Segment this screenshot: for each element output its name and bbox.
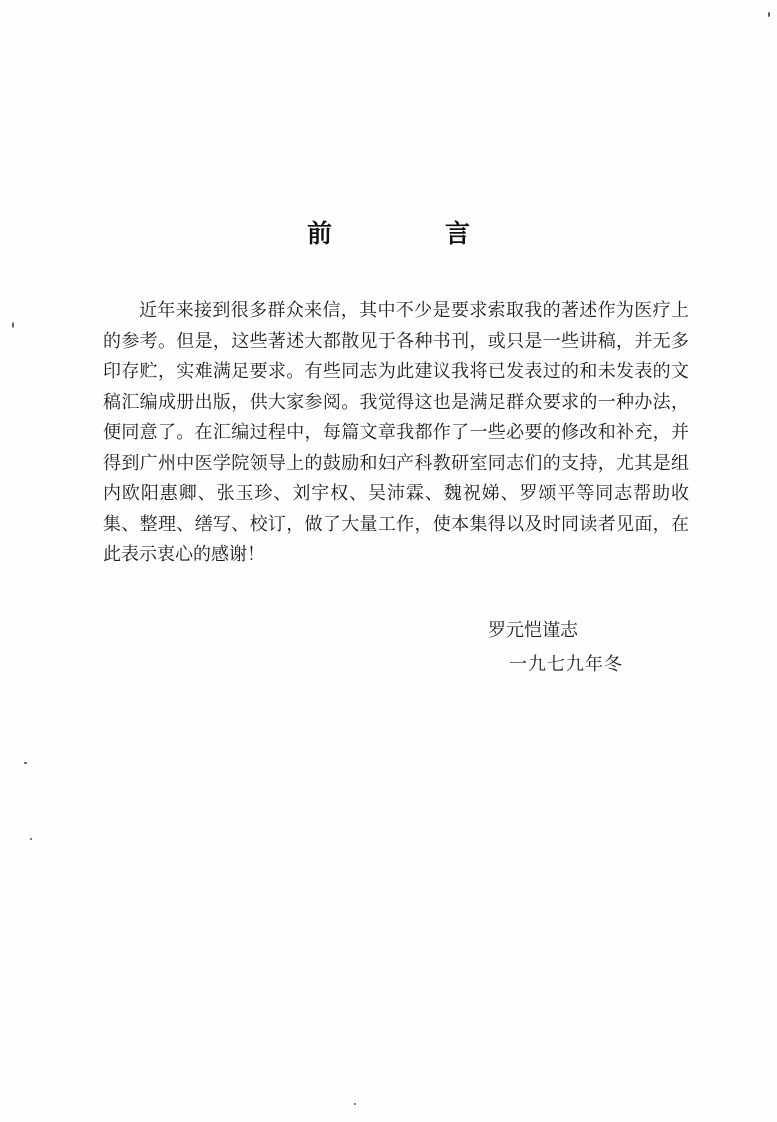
author-signature: 罗元恺谨志 — [488, 620, 578, 641]
page-title: 前 言 — [306, 219, 514, 248]
scan-speck — [768, 12, 770, 17]
scan-speck — [24, 762, 27, 764]
scan-speck — [30, 838, 32, 840]
scan-speck — [12, 322, 14, 328]
signature-block — [488, 614, 623, 682]
preface-paragraph: 近年来接到很多群众来信，其中不少是要求索取我的著述作为医疗上的参考。但是，这些著述大都散见于各种书刊，或只是一些讲稿，并无多印存贮，实难满足要求。有些同志为此建议我将已发表过的和未发表的文稿汇编成册出版，供大家参阅。我觉得这也是满足群众要求的一种办法，便同意了。在汇编过程中，每篇文章我都作了一些必要的修改和补充，并得到广州中医学院领导上的鼓励和妇产科教研室同志们的支持，尤其是组内欧阳惠卿、张玉珍、刘宇权、吴沛霖、魏祝娣、罗颂平等同志帮助收集、整理、缮写、校订，做了大量工作，使本集得以及时同读者见面，在此表示衷心的感谢！ — [103, 300, 689, 565]
signature-date: 一九七九年冬 — [509, 654, 623, 675]
preface-body — [103, 296, 689, 571]
scan-speck — [354, 1103, 356, 1105]
